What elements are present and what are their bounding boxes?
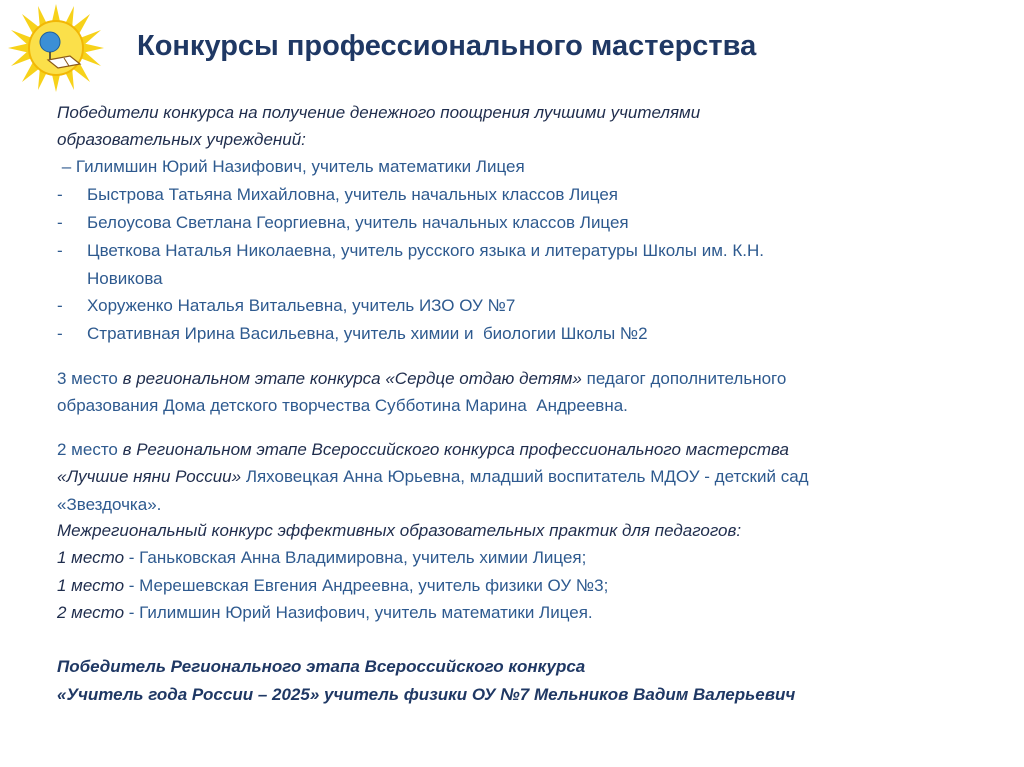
text-line — [87, 296, 515, 316]
text-segment: «Лучшие няни России» — [57, 467, 242, 486]
text-segment: 2 место — [57, 440, 123, 459]
list-bullet: - — [57, 241, 63, 260]
text-segment: 1 место — [57, 548, 125, 567]
text-segment: педагог дополнительного — [581, 369, 787, 388]
text-segment: в региональном этапе конкурса «Сердце отдаю детям» — [122, 369, 582, 388]
text-segment: 3 место — [57, 369, 123, 388]
text-line — [87, 213, 629, 233]
text-segment: Ляховецкая Анна Юрьевна, младший воспитатель МДОУ - детский сад — [241, 467, 809, 486]
text-line — [57, 130, 306, 150]
text-segment: Победитель Регионального этапа Всероссийского конкурса — [57, 657, 586, 676]
text-segment: - Ганьковская Анна Владимировна, учитель химии Лицея; — [124, 548, 587, 567]
text-line — [87, 324, 648, 344]
school-sun-logo-icon — [8, 4, 104, 92]
text-line — [57, 657, 585, 677]
list-bullet: - — [57, 185, 63, 204]
text-segment: - Гилимшин Юрий Назифович, учитель математики Лицея. — [124, 603, 593, 622]
text-line — [57, 603, 593, 623]
text-segment: Межрегиональный конкурс эффективных образовательных практик для педагогов: — [57, 521, 742, 540]
slide-title: Конкурсы профессионального мастерства — [137, 30, 757, 62]
text-segment: 1 место — [57, 576, 125, 595]
text-line — [57, 495, 161, 515]
text-segment: «Учитель года России – 2025» учитель физики ОУ №7 Мельников Вадим Валерьевич — [57, 685, 796, 704]
text-segment: – Гилимшин Юрий Назифович, учитель математики Лицея — [57, 157, 525, 176]
text-segment: Стративная Ирина Васильевна, учитель химии и биологии Школы №2 — [87, 324, 648, 343]
text-line — [57, 548, 586, 568]
list-bullet: - — [57, 213, 63, 232]
list-bullet: - — [57, 324, 63, 343]
text-segment: 2 место — [57, 603, 125, 622]
text-segment: - Мерешевская Евгения Андреевна, учитель физики ОУ №3; — [124, 576, 609, 595]
text-segment: образовательных учреждений: — [57, 130, 306, 149]
list-bullet: - — [57, 296, 63, 315]
text-segment: Победители конкурса на получение денежного поощрения лучшими учителями — [57, 103, 701, 122]
text-segment: Белоусова Светлана Георгиевна, учитель начальных классов Лицея — [87, 213, 629, 232]
text-line — [87, 269, 163, 289]
text-line — [57, 685, 795, 705]
text-line — [57, 440, 789, 460]
text-line — [57, 521, 741, 541]
text-line — [87, 185, 618, 205]
text-line — [57, 396, 628, 416]
text-line — [57, 369, 786, 389]
text-segment: в Региональном этапе Всероссийского конкурса профессионального мастерства — [122, 440, 789, 459]
text-segment: образования Дома детского творчества Субботина Марина Андреевна. — [57, 396, 628, 415]
text-segment: «Звездочка». — [57, 495, 162, 514]
text-line — [57, 467, 809, 487]
text-segment: Быстрова Татьяна Михайловна, учитель начальных классов Лицея — [87, 185, 618, 204]
text-line — [57, 157, 525, 177]
text-line — [87, 241, 764, 261]
text-segment: Цветкова Наталья Николаевна, учитель русского языка и литературы Школы им. К.Н. — [87, 241, 764, 260]
text-segment: Новикова — [87, 269, 163, 288]
text-segment: Хоруженко Наталья Витальевна, учитель ИЗО ОУ №7 — [87, 296, 516, 315]
text-line — [57, 103, 700, 123]
text-line — [57, 576, 608, 596]
